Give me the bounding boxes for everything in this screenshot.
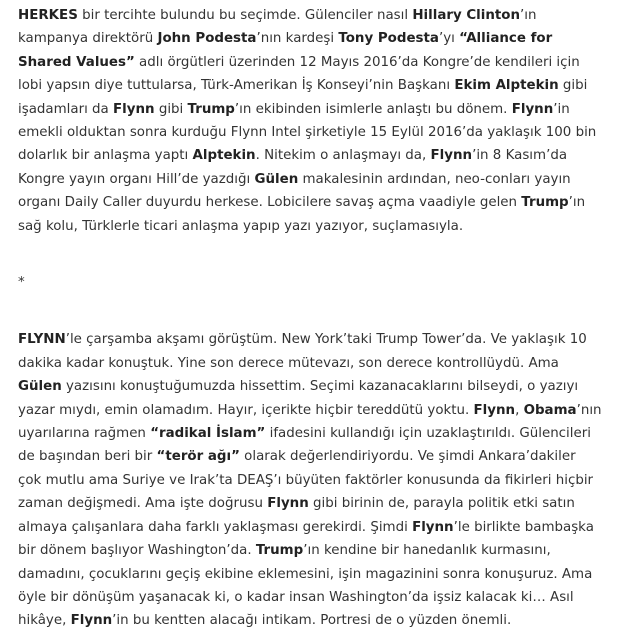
text-run: gibi <box>154 101 188 117</box>
emphasized-text: Gülen <box>254 171 299 187</box>
emphasized-text: Obama <box>523 402 577 418</box>
text-run: ’ın ekibinden isimlerle anlaştı bu dönem. <box>234 101 512 117</box>
emphasized-text: “radikal İslam” <box>150 426 266 442</box>
emphasized-text: Flynn <box>473 402 516 418</box>
emphasized-text: Alptekin <box>192 148 256 164</box>
emphasized-text: FLYNN <box>18 332 66 348</box>
emphasized-text: Flynn <box>412 519 454 535</box>
text-run: ’ın sağ kolu, Türklerle ticari anlaşma yapıp yazı yazıyor, suçlamasıyla. <box>18 195 586 234</box>
text-run: . Nitekim o anlaşmayı da, <box>255 148 431 164</box>
emphasized-text: Flynn <box>511 101 554 117</box>
emphasized-text: HERKES <box>18 8 78 23</box>
text-run: makalesinin ardından, neo-conları yayın organı Daily Caller duyurdu herkese. Lobicilere savaş açma vaadiyle gelen <box>18 171 571 211</box>
emphasized-text: Trump <box>255 543 304 559</box>
text-run: ’yı <box>438 31 460 47</box>
emphasized-text: John Podesta <box>157 31 257 47</box>
text-run: ’le birlikte bambaşka bir dönem başlıyor Washington’da. <box>18 519 594 559</box>
text-run: ’in 8 Kasım’da Kongre yayın organı Hill’de yazdığı <box>18 148 568 187</box>
text-run: ifadesini kullandığı için uzaklaştırıldı. Gülencileri de başından beri bir <box>18 426 591 465</box>
text-run: bir tercihte bulundu bu seçimde. Gülenciler nasıl <box>77 8 413 23</box>
paragraph-gap <box>18 238 603 271</box>
emphasized-text: Ekim Alptekin <box>454 78 559 94</box>
paragraph-1 <box>18 4 603 238</box>
emphasized-text: Trump <box>187 101 235 117</box>
emphasized-text: Gülen <box>18 379 62 395</box>
text-run: ’in bu kentten alacağı intikam. Portresi de o yüzden önemli. <box>112 613 512 629</box>
emphasized-text: “Alliance for Shared Values” <box>18 31 553 70</box>
emphasized-text: Hillary Clinton <box>412 8 521 23</box>
paragraph-gap <box>18 294 603 328</box>
text-run: ’nın uyarılarına rağmen <box>18 402 602 442</box>
section-separator: * <box>18 275 25 291</box>
text-run: , <box>515 402 524 418</box>
text-run: olarak değerlendiriyordu. Ve şimdi Ankara’dakiler çok mutlu ama Suriye ve Irak’ta DEAŞ’ı büyüten faktörler konusunda da fikirleri hiçbir zaman değişmedi. Ama işte doğrusu <box>18 449 594 512</box>
text-run: gibi birinin de, parayla politik etki satın almaya çalışanlara daha farklı yaklaşması gerekirdi. Şimdi <box>18 496 575 535</box>
text-run: ’le çarşamba akşamı görüştüm. New York’taki Trump Tower’da. Ve yaklaşık 10 dakika kadar konuştuk. Yine son derece mütevazı, son derece kontrollüydü. Ama <box>18 332 587 371</box>
text-run: yazısını konuştuğumuzda hissettim. Seçimi kazanacaklarını bilseydi, o yazıyı yazar mıydı, emin olamadım. Hayır, içerikte hiçbir tereddütü yoktu. <box>18 379 579 418</box>
paragraph-2 <box>18 328 603 632</box>
text-run: ’ın kampanya direktörü <box>18 8 537 47</box>
text-run: ’nın kardeşi <box>256 31 339 47</box>
text-run: adlı örgütleri üzerinden 12 Mayıs 2016’da Kongre’de kendileri için lobi yapsın diye tuttularsa, Türk-Amerikan İş Konseyi’nin Başkanı <box>18 54 580 94</box>
text-run: ’ın kendine bir hanedanlık kurmasını, damadını, çocuklarını geçiş ekibine eklemesini, işin magazinini sonra konuşuruz. Ama öyle bir dönüşüm yaşanacak ki, o kadar insan Washington’da işsiz kalacak ki… Asıl hikâye, <box>18 543 593 629</box>
emphasized-text: Trump <box>521 195 569 211</box>
emphasized-text: “terör ağı” <box>156 449 240 465</box>
emphasized-text: Flynn <box>113 101 155 117</box>
emphasized-text: Flynn <box>430 148 473 164</box>
article-body <box>18 4 603 633</box>
text-run: gibi işadamları da <box>18 78 588 117</box>
text-run: ’in emekli olduktan sonra kurduğu Flynn Intel şirketiyle 15 Eylül 2016’da yaklaşık 100 bin dolarlık bir anlaşma yaptı <box>18 101 597 164</box>
emphasized-text: Flynn <box>70 613 113 629</box>
emphasized-text: Tony Podesta <box>338 31 439 47</box>
emphasized-text: Flynn <box>267 496 309 512</box>
